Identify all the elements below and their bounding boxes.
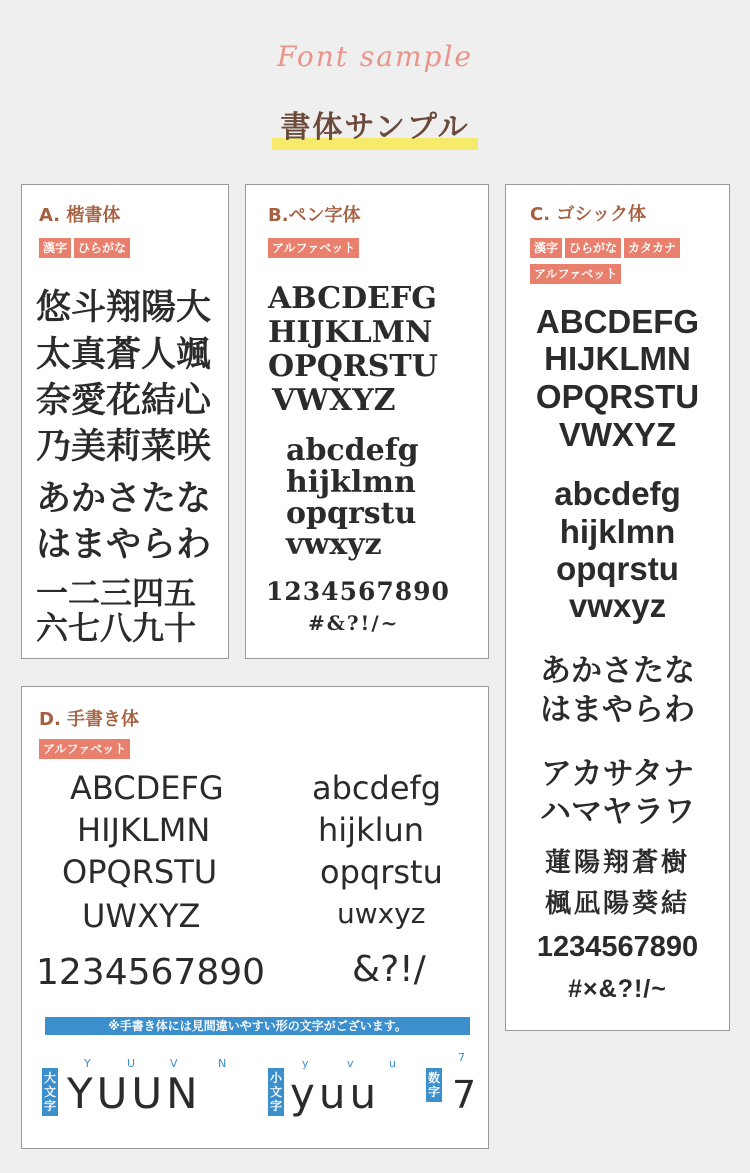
lowercase-line: vwxyz [568, 587, 667, 624]
ruby-letter: Y [84, 1057, 91, 1070]
lowercase-line: opqrstu [556, 550, 679, 587]
panel-c-heading: C. ゴシック体 [530, 204, 646, 225]
handwriting-notice: ※手書き体には見間違いやすい形の文字がございます。 [45, 1017, 470, 1035]
ruby-letter: 7 [458, 1051, 465, 1064]
ruby-letter: v [347, 1057, 354, 1070]
ruby-letter: N [218, 1057, 227, 1070]
tag: 漢字 [39, 238, 71, 258]
lowercase-line: hijklmn [286, 465, 416, 500]
title-english: Font sample [276, 40, 473, 73]
label-uppercase [42, 1068, 58, 1116]
label-lowercase-text: 小 文 字 [269, 1071, 282, 1113]
title-japanese [276, 102, 473, 146]
katakana-line: ハマヤラワ [540, 794, 695, 829]
panel-b-heading: B.ペン字体 [268, 205, 361, 226]
lowercase-line: hijklun [318, 811, 425, 849]
tag: アルファベット [268, 238, 359, 258]
hiragana-line: あかさたな [540, 653, 695, 688]
panel-d-handwritten [21, 686, 489, 1149]
label-digit-text: 数 字 [427, 1071, 440, 1099]
lowercase-line: abcdefg [312, 769, 442, 807]
panel-b-pen [245, 184, 489, 659]
lowercase-line: abcdefg [554, 475, 681, 512]
hiragana-line: はまやらわ [36, 524, 212, 565]
tag: ひらがな [74, 238, 130, 258]
tag: アルファベット [39, 739, 130, 759]
confusable-uppercase: YUUN [67, 1069, 202, 1118]
panel-a-tags [39, 237, 133, 263]
ruby-letter: V [170, 1057, 178, 1070]
confusable-digit: 7 [452, 1073, 477, 1117]
kanji-line: 乃美莉菜咲 [36, 426, 212, 467]
symbols-line: #&?!/~ [308, 611, 400, 635]
uppercase-line: OPQRSTU [62, 853, 218, 891]
lowercase-line: opqrstu [286, 496, 417, 531]
panel-c-tags [530, 237, 730, 289]
panel-d-tags [39, 738, 133, 764]
uppercase-line: HIJKLMN [77, 811, 211, 849]
uppercase-line: ABCDEFG [268, 281, 437, 316]
digits-line: 1234567890 [536, 931, 699, 963]
tag: 漢字 [530, 238, 562, 258]
uppercase-line: ABCDEFG [70, 769, 224, 807]
label-uppercase-text: 大 文 字 [43, 1071, 56, 1113]
hiragana-line: はまやらわ [540, 692, 695, 727]
lowercase-line: hijklmn [559, 513, 676, 550]
kanji-line: 蓮陽翔蒼樹 [544, 847, 690, 877]
uppercase-line: VWXYZ [272, 383, 396, 418]
hiragana-line: あかさたな [36, 478, 212, 519]
digits-line: 1234567890 [266, 577, 450, 606]
panel-c-gothic [505, 184, 730, 1031]
confusable-lowercase: yuu [290, 1069, 381, 1118]
label-lowercase [268, 1068, 284, 1116]
panel-a-kaisho [21, 184, 229, 659]
uppercase-line: VWXYZ [558, 416, 677, 453]
uppercase-line: UWXYZ [82, 897, 201, 935]
kanji-line: 楓凪陽葵結 [544, 888, 690, 918]
uppercase-line: OPQRSTU [268, 349, 438, 384]
title-japanese-text: 書体サンプル [280, 110, 470, 145]
tag: カタカナ [624, 238, 680, 258]
uppercase-line: HIJKLMN [544, 340, 691, 377]
lowercase-line: uwxyz [337, 897, 426, 930]
uppercase-line: HIJKLMN [268, 315, 433, 350]
symbols-line: &?!/ [352, 949, 426, 990]
lowercase-line: opqrstu [320, 853, 443, 891]
digits-line: 1234567890 [36, 952, 266, 993]
tag: ひらがな [565, 238, 621, 258]
label-digit [426, 1068, 442, 1102]
panel-b-tags [268, 237, 362, 263]
lowercase-line: abcdefg [286, 433, 419, 468]
ruby-letter: U [127, 1057, 136, 1070]
uppercase-line: OPQRSTU [535, 378, 700, 415]
ruby-letter: y [302, 1057, 309, 1070]
numeral-line: 六七八九十 [36, 609, 197, 647]
kanji-line: 悠斗翔陽大 [36, 287, 212, 328]
panel-a-heading: A. 楷書体 [39, 205, 121, 226]
kanji-line: 奈愛花結心 [36, 380, 212, 421]
numeral-line: 一二三四五 [36, 574, 197, 612]
lowercase-line: vwxyz [286, 527, 382, 562]
tag: アルファベット [530, 264, 621, 284]
panel-d-heading: D. 手書き体 [39, 709, 140, 730]
symbols-line: #×&?!/~ [568, 975, 667, 1003]
ruby-letter: u [389, 1057, 396, 1070]
title-japanese-wrap [0, 102, 750, 146]
uppercase-line: ABCDEFG [535, 303, 700, 340]
kanji-line: 太真蒼人颯 [36, 334, 212, 375]
katakana-line: アカサタナ [540, 756, 695, 791]
